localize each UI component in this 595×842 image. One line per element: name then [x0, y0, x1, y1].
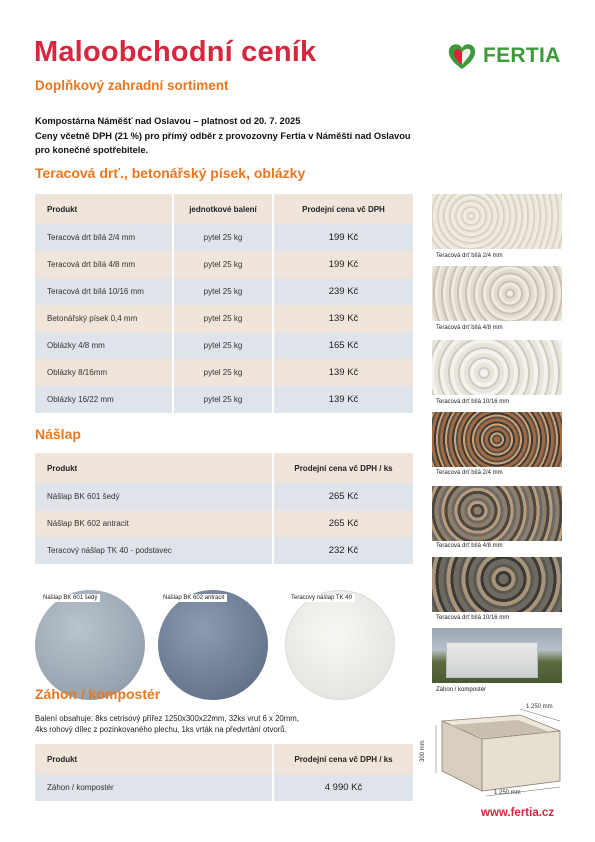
price-cell: 139 Kč: [273, 386, 413, 413]
gravel-photo: [432, 194, 562, 249]
pack-cell: pytel 25 kg: [173, 332, 273, 359]
price-cell: 265 Kč: [273, 483, 413, 510]
price-cell: 199 Kč: [273, 251, 413, 278]
table-row: [35, 359, 413, 386]
pack-cell: pytel 25 kg: [173, 251, 273, 278]
photo-caption: Teracová drť bílá 2/4 mm: [436, 253, 503, 259]
section-title-bed: Záhon / kompostér: [35, 686, 161, 702]
intro-line: Ceny včetně DPH (21 %) pro přímý odběr z provozovny Fertia v Náměšti nad Oslavou: [35, 130, 411, 141]
pebbles-photo: [432, 486, 562, 541]
table-row: [35, 537, 413, 564]
column-header: Produkt: [35, 194, 173, 224]
product-cell: Teracová drt bílá 2/4 mm: [35, 224, 173, 251]
product-cell: Betonářský písek 0,4 mm: [35, 305, 173, 332]
table-row: [35, 251, 413, 278]
gravel-photo: [432, 266, 562, 321]
steps-price-table: [35, 453, 413, 564]
pack-cell: pytel 25 kg: [173, 224, 273, 251]
price-cell: 265 Kč: [273, 510, 413, 537]
product-cell: Teracová drt bílá 4/8 mm: [35, 251, 173, 278]
table-row: [35, 510, 413, 537]
product-cell: Nášlap BK 601 šedý: [35, 483, 273, 510]
photo-caption: Teracová drť bílá 10/16 mm: [436, 399, 510, 405]
pack-cell: pytel 25 kg: [173, 278, 273, 305]
gravel-photo: [432, 340, 562, 395]
pebbles-photo: [432, 412, 562, 467]
intro-line: pro konečné spotřebitele.: [35, 145, 149, 155]
product-cell: Záhon / kompostér: [35, 774, 273, 801]
page-subtitle: Doplňkový zahradní sortiment: [35, 78, 229, 93]
price-cell: 165 Kč: [273, 332, 413, 359]
product-cell: Teracový nášlap TK 40 - podstavec: [35, 537, 273, 564]
column-header: Produkt: [35, 744, 273, 774]
product-cell: Teracová drt bílá 10/16 mm: [35, 278, 173, 305]
pack-cell: pytel 25 kg: [173, 386, 273, 413]
pack-cell: pytel 25 kg: [173, 305, 273, 332]
photo-caption: Teracová drť bílá 2/4 mm: [436, 470, 503, 476]
website-link[interactable]: www.fertia.cz: [481, 807, 555, 819]
table-row: [35, 305, 413, 332]
package-line: Balení obsahuje: 8ks cetrisový přířez 1250x300x22mm, 32ks vrut 6 x 20mm,: [35, 714, 299, 723]
compost-bed-photo: [432, 628, 562, 683]
table-row: [35, 332, 413, 359]
section-title-steps: Nášlap: [35, 426, 81, 442]
bed-dimension-drawing: [420, 703, 570, 801]
column-header: Prodejní cena vč DPH: [273, 194, 413, 224]
package-line: 4ks rohový dílec z pozinkovaného plechu, 1ks vrták na předvrtání otvorů.: [35, 725, 287, 734]
gravel-price-table: [35, 194, 413, 413]
section-title-gravel: Teracová drť., betonářský písek, oblázky: [35, 165, 306, 181]
package-contents: [35, 713, 299, 735]
heart-leaf-icon: [446, 40, 478, 72]
column-header: jednotkové balení: [173, 194, 273, 224]
stone-label: Nášlap BK 602 antracit: [160, 594, 227, 602]
logo-text: FERTIA: [483, 44, 561, 67]
page-title: Maloobchodní ceník: [34, 36, 317, 68]
table-row: [35, 386, 413, 413]
intro-line: Kompostárna Náměšť nad Oslavou – platnost od 20. 7. 2025: [35, 116, 301, 126]
column-header: Prodejní cena vč DPH / ks: [273, 453, 413, 483]
pack-cell: pytel 25 kg: [173, 359, 273, 386]
table-row: [35, 774, 413, 801]
bed-price-table: [35, 744, 413, 801]
column-header: Produkt: [35, 453, 273, 483]
table-header-row: [35, 453, 413, 483]
fertia-logo: [446, 38, 570, 74]
price-cell: 239 Kč: [273, 278, 413, 305]
product-cell: Oblázky 4/8 mm: [35, 332, 173, 359]
photo-caption: Teracová drť bílá 10/16 mm: [436, 615, 510, 621]
dimension-label: 300 mm: [420, 740, 426, 762]
photo-caption: Teracová drť bílá 4/8 mm: [436, 543, 503, 549]
dimension-label: 1 250 mm: [494, 790, 521, 796]
stone-label: Nášlap BK 601 šedý: [40, 594, 100, 602]
product-cell: Oblázky 16/22 mm: [35, 386, 173, 413]
stone-anthracite-image: [158, 590, 268, 700]
table-header-row: [35, 744, 413, 774]
column-header: Prodejní cena vč DPH / ks: [273, 744, 413, 774]
price-cell: 232 Kč: [273, 537, 413, 564]
intro-text: [35, 114, 411, 158]
bed-panel: [446, 642, 538, 678]
table-row: [35, 224, 413, 251]
photo-caption: Záhon / kompostér: [436, 687, 487, 693]
stone-gray-image: [35, 590, 145, 700]
price-cell: 4 990 Kč: [273, 774, 413, 801]
product-cell: Oblázky 8/16mm: [35, 359, 173, 386]
price-cell: 199 Kč: [273, 224, 413, 251]
stone-label: Teracový nášlap TK 40: [288, 594, 355, 602]
pebbles-photo: [432, 557, 562, 612]
table-row: [35, 278, 413, 305]
photo-caption: Teracová drť bílá 4/8 mm: [436, 325, 503, 331]
table-header-row: [35, 194, 413, 224]
price-cell: 139 Kč: [273, 359, 413, 386]
price-cell: 139 Kč: [273, 305, 413, 332]
stone-terrazzo-image: [285, 590, 395, 700]
product-cell: Nášlap BK 602 antracit: [35, 510, 273, 537]
dimension-label: 1 250 mm: [526, 704, 553, 710]
table-row: [35, 483, 413, 510]
